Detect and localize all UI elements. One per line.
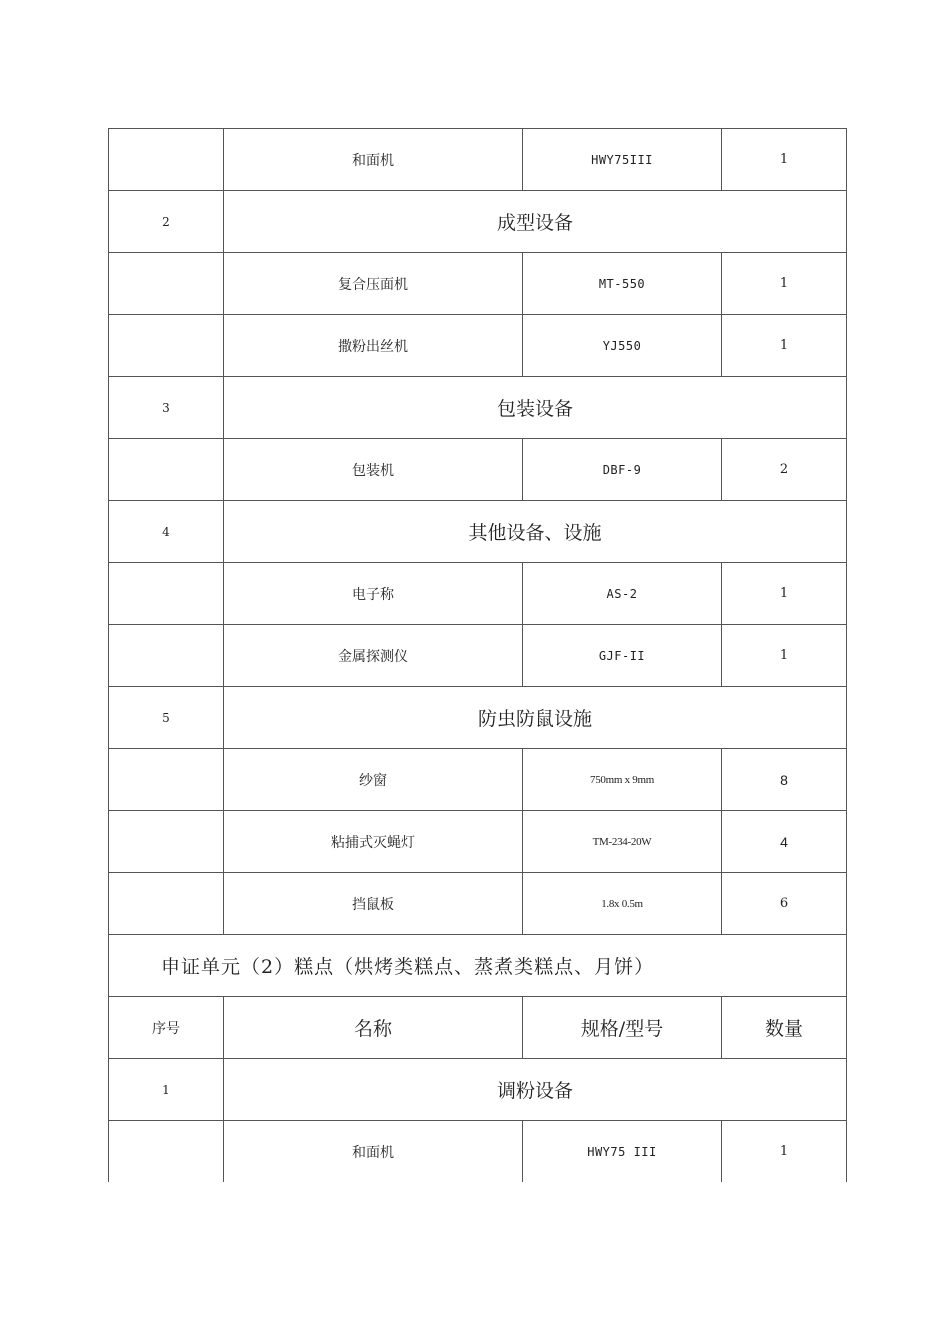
equipment-qty: 1 [722, 1121, 847, 1183]
row-number [109, 315, 224, 377]
equipment-qty: 1 [722, 253, 847, 315]
equipment-name: 和面机 [224, 129, 523, 191]
equipment-qty: 4 [722, 811, 847, 873]
table-row [109, 873, 847, 935]
table-row [109, 625, 847, 687]
equipment-name: 和面机 [224, 1121, 523, 1183]
equipment-qty: 8 [722, 749, 847, 811]
equipment-spec: GJF-II [523, 625, 722, 687]
row-number [109, 439, 224, 501]
equipment-name: 纱窗 [224, 749, 523, 811]
equipment-spec: 1.8x 0.5m [523, 873, 722, 935]
row-number [109, 625, 224, 687]
equipment-spec: HWY75 III [523, 1121, 722, 1183]
table-row [109, 315, 847, 377]
table-row [109, 1121, 847, 1183]
category-title: 其他设备、设施 [224, 501, 847, 563]
equipment-name: 金属探测仪 [224, 625, 523, 687]
row-number [109, 749, 224, 811]
table-row [109, 253, 847, 315]
table-row [109, 563, 847, 625]
equipment-name: 撒粉出丝机 [224, 315, 523, 377]
unit-title-row [109, 935, 847, 997]
equipment-qty: 2 [722, 439, 847, 501]
row-number [109, 1121, 224, 1183]
equipment-name: 包装机 [224, 439, 523, 501]
table-row [109, 811, 847, 873]
category-number: 3 [109, 377, 224, 439]
category-title: 包装设备 [224, 377, 847, 439]
equipment-spec: DBF-9 [523, 439, 722, 501]
header-no: 序号 [109, 997, 224, 1059]
equipment-qty: 1 [722, 129, 847, 191]
category-row [109, 1059, 847, 1121]
equipment-spec: YJ550 [523, 315, 722, 377]
row-number [109, 563, 224, 625]
equipment-qty: 1 [722, 563, 847, 625]
row-number [109, 253, 224, 315]
category-row [109, 191, 847, 253]
category-row [109, 687, 847, 749]
equipment-spec: HWY75III [523, 129, 722, 191]
equipment-table [108, 128, 847, 1182]
unit-title: 申证单元（2）糕点（烘烤类糕点、蒸煮类糕点、月饼） [109, 935, 847, 997]
category-number: 2 [109, 191, 224, 253]
header-qty: 数量 [722, 997, 847, 1059]
equipment-name: 电子称 [224, 563, 523, 625]
category-row [109, 501, 847, 563]
header-spec: 规格/型号 [523, 997, 722, 1059]
header-row [109, 997, 847, 1059]
category-title: 防虫防鼠设施 [224, 687, 847, 749]
equipment-spec: AS-2 [523, 563, 722, 625]
table-row [109, 749, 847, 811]
equipment-spec: MT-550 [523, 253, 722, 315]
equipment-qty: 1 [722, 625, 847, 687]
category-number: 4 [109, 501, 224, 563]
equipment-name: 复合压面机 [224, 253, 523, 315]
table-row [109, 129, 847, 191]
header-name: 名称 [224, 997, 523, 1059]
equipment-qty: 6 [722, 873, 847, 935]
category-number: 1 [109, 1059, 224, 1121]
equipment-name: 挡鼠板 [224, 873, 523, 935]
table-row [109, 439, 847, 501]
equipment-name: 粘捕式灭蝇灯 [224, 811, 523, 873]
row-number [109, 873, 224, 935]
equipment-qty: 1 [722, 315, 847, 377]
equipment-spec: TM-234-20W [523, 811, 722, 873]
equipment-spec: 750mm x 9mm [523, 749, 722, 811]
category-number: 5 [109, 687, 224, 749]
category-title: 成型设备 [224, 191, 847, 253]
row-number [109, 811, 224, 873]
row-number [109, 129, 224, 191]
category-title: 调粉设备 [224, 1059, 847, 1121]
category-row [109, 377, 847, 439]
